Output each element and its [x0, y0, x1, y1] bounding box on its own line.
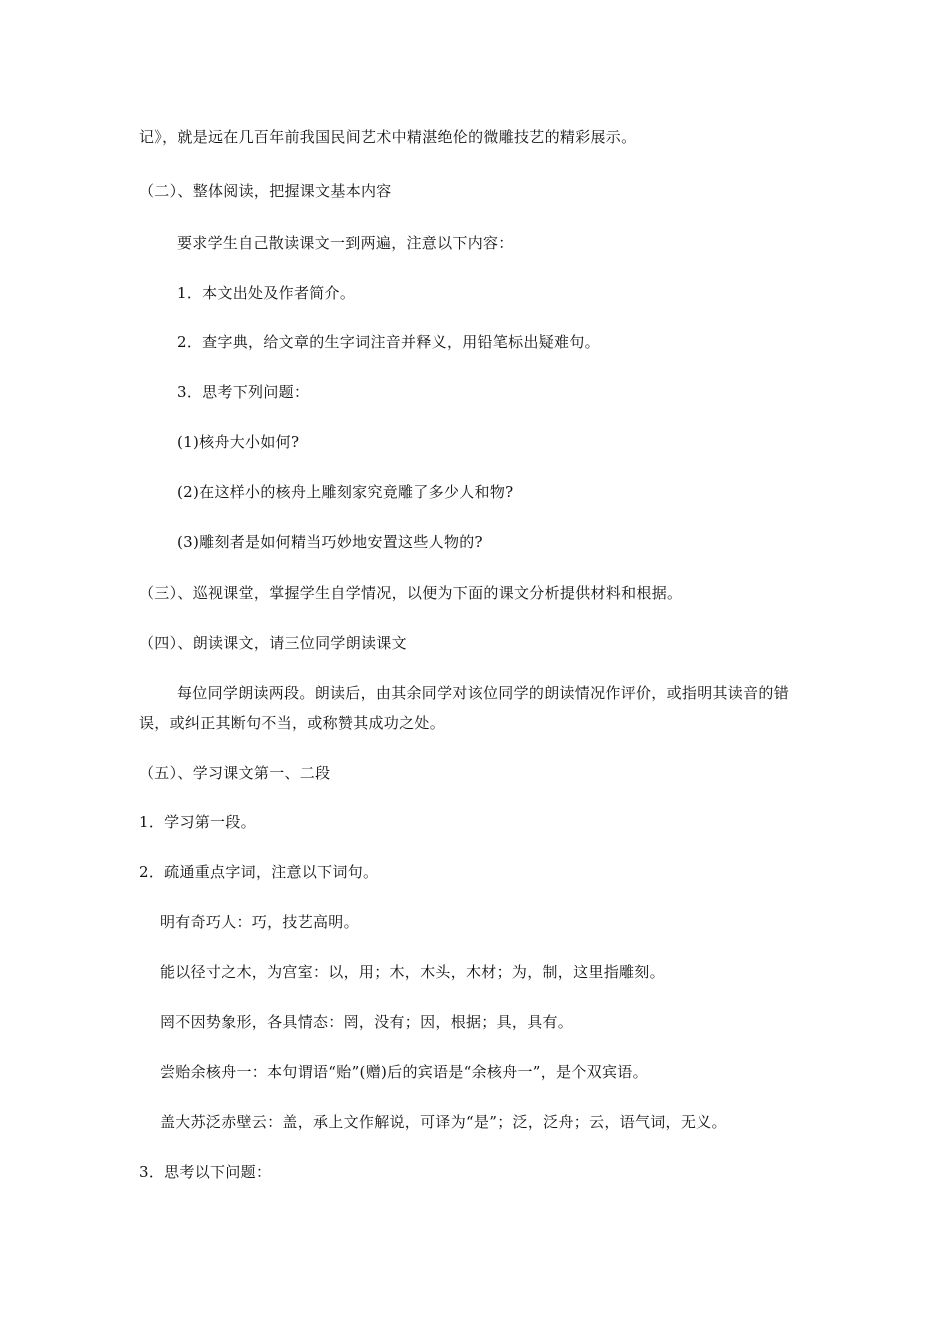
- section-heading: （四）、朗读课文，请三位同学朗读课文: [139, 634, 407, 652]
- section-heading: （二）、整体阅读，把握课文基本内容: [139, 182, 392, 200]
- list-item: 1．本文出处及作者简介。: [177, 284, 356, 302]
- question-item: (2)在这样小的核舟上雕刻家究竟雕了多少人和物?: [177, 483, 514, 501]
- list-item: 3．思考以下问题：: [139, 1163, 272, 1181]
- section-heading: （五）、学习课文第一、二段: [139, 764, 331, 782]
- section-heading: （三）、巡视课堂，掌握学生自学情况，以便为下面的课文分析提供材料和根据。: [139, 584, 683, 602]
- question-item: (3)雕刻者是如何精当巧妙地安置这些人物的?: [177, 533, 483, 551]
- list-item: 1．学习第一段。: [139, 813, 256, 831]
- list-item: 3．思考下列问题：: [177, 383, 310, 401]
- vocab-note: 罔不因势象形，各具情态：罔，没有；因，根据；具，具有。: [160, 1013, 574, 1031]
- vocab-note: 明有奇巧人：巧，技艺高明。: [160, 913, 359, 931]
- question-item: (1)核舟大小如何?: [177, 433, 300, 451]
- paragraph: 每位同学朗读两段。朗读后，由其余同学对该位同学的朗读情况作评价，或指明其读音的错误，或纠正其断句不当，或称赞其成功之处。: [139, 684, 790, 732]
- vocab-note: 尝贻余核舟一：本句谓语“贻”(赠)后的宾语是“余核舟一”，是个双宾语。: [160, 1063, 648, 1081]
- vocab-note: 盖大苏泛赤壁云：盖，承上文作解说，可译为“是”；泛，泛舟；云，语气词，无义。: [160, 1113, 727, 1131]
- text-line: 记》，就是远在几百年前我国民间艺术中精湛绝伦的微雕技艺的精彩展示。: [139, 128, 637, 146]
- text-line: 要求学生自己散读课文一到两遍，注意以下内容：: [177, 234, 514, 252]
- list-item: 2．疏通重点字词，注意以下词句。: [139, 863, 379, 881]
- vocab-note: 能以径寸之木，为宫室：以，用；木，木头，木材；为，制，这里指雕刻。: [160, 963, 665, 981]
- list-item: 2．查字典，给文章的生字词注音并释义，用铅笔标出疑难句。: [177, 333, 600, 351]
